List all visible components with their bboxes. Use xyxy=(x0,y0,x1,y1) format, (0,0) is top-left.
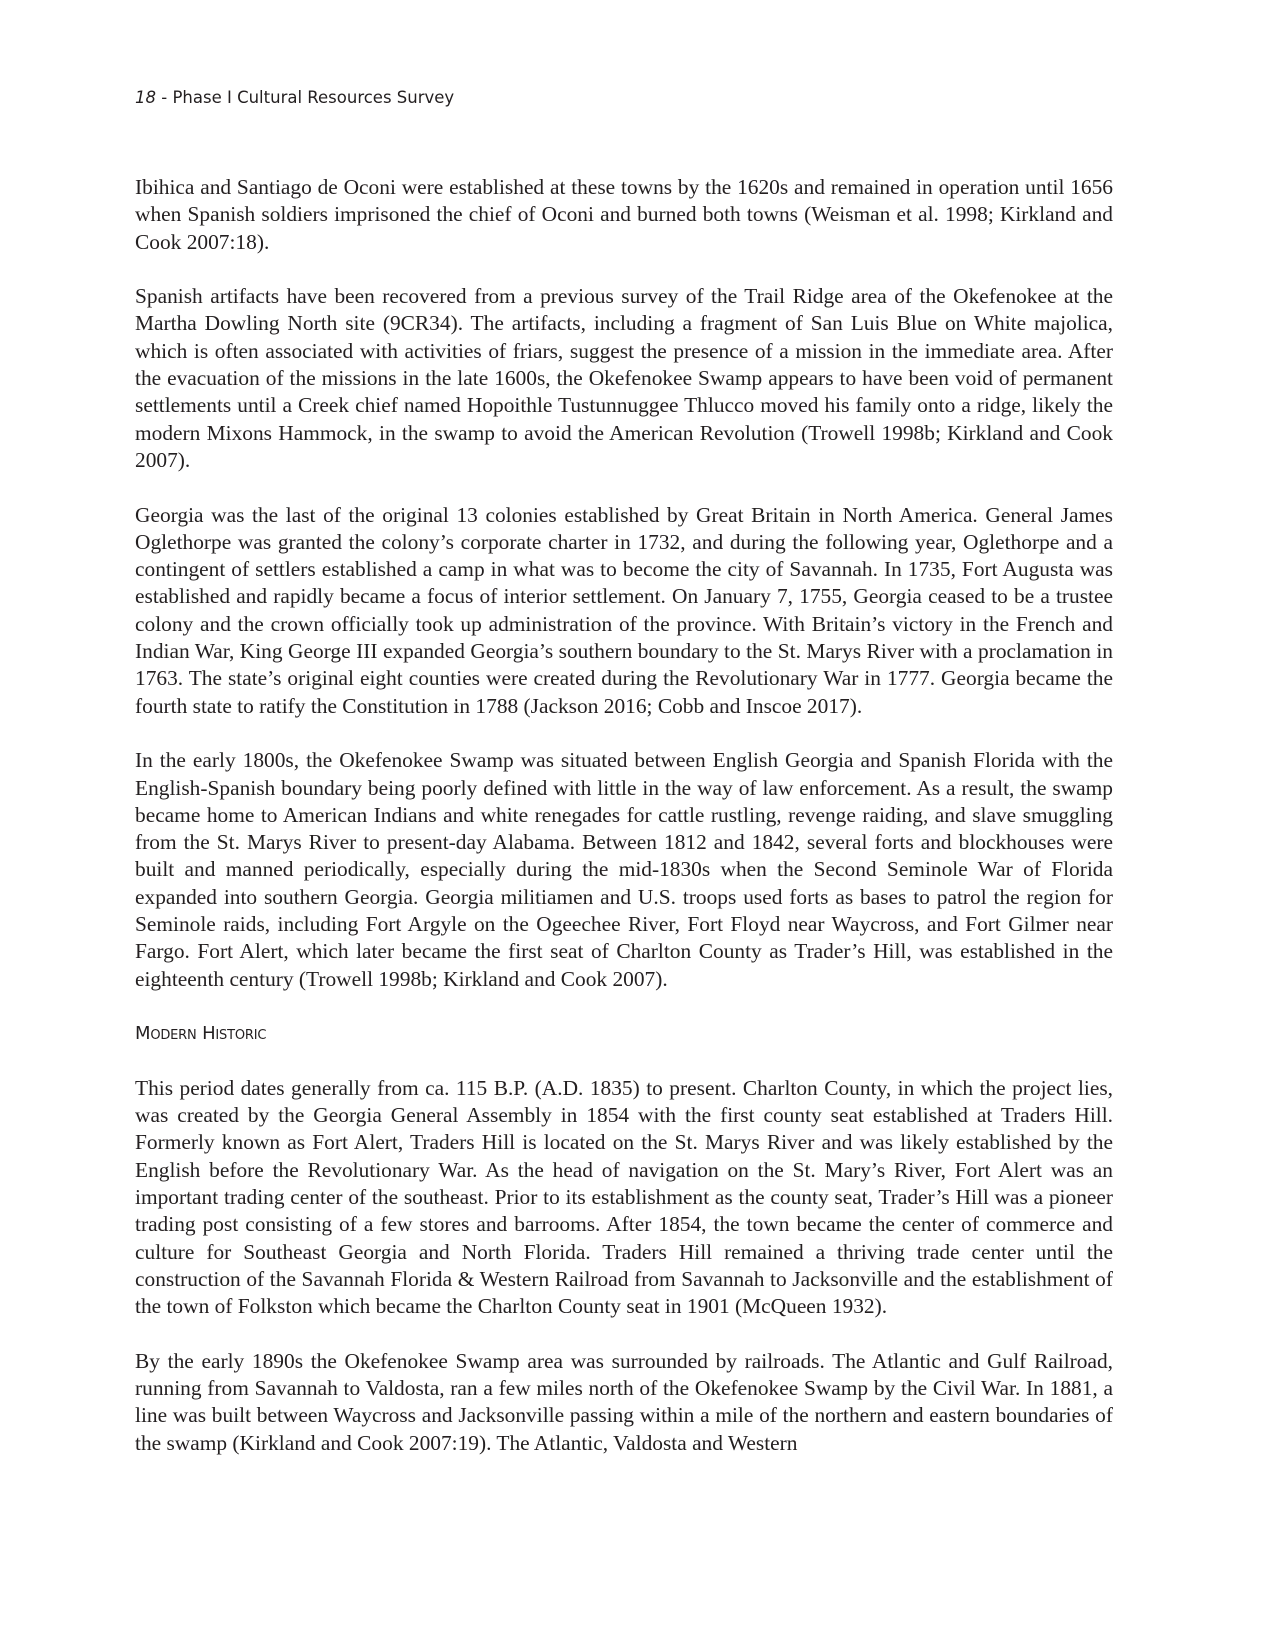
header-separator: - xyxy=(156,88,173,107)
body-paragraph: Georgia was the last of the original 13 colonies established by Great Britain in North America. General James Oglethorpe was granted the colony’s corporate charter in 1732, and during the following year, Oglethorpe and a contingent of settlers established a camp in what was to become the city of Savannah. In 1735, Fort Augusta was established and rapidly became a focus of interior settlement. On January 7, 1755, Georgia ceased to be a trustee colony and the crown officially took up administration of the province. With Britain’s victory in the French and Indian War, King George III expanded Georgia’s southern boundary to the St. Marys River with a proclamation in 1763. The state’s original eight counties were created during the Revolutionary War in 1777. Georgia became the fourth state to ratify the Constitution in 1788 (Jackson 2016; Cobb and Inscoe 2017). xyxy=(135,502,1113,718)
body-paragraph: Ibihica and Santiago de Oconi were established at these towns by the 1620s and remained in operation until 1656 when Spanish soldiers imprisoned the chief of Oconi and burned both towns (Weisman et al. 1998; Kirkland and Cook 2007:18). xyxy=(135,175,1113,254)
body-paragraph: In the early 1800s, the Okefenokee Swamp was situated between English Georgia and Spanish Florida with the English-Spanish boundary being poorly defined with little in the way of law enforcement. As a result, the swamp became home to American Indians and white renegades for cattle rustling, revenge raiding, and slave smuggling from the St. Marys River to present-day Alabama. Between 1812 and 1842, several forts and blockhouses were built and manned periodically, especially during the mid-1830s when the Second Seminole War of Florida expanded into southern Georgia. Georgia militiamen and U.S. troops used forts as bases to patrol the region for Seminole raids, including Fort Argyle on the Ogeechee River, Fort Floyd near Waycross, and Fort Gilmer near Fargo. Fort Alert, which later became the first seat of Charlton County as Trader’s Hill, was established in the eighteenth century (Trowell 1998b; Kirkland and Cook 2007). xyxy=(135,748,1113,991)
body-paragraph: Spanish artifacts have been recovered from a previous survey of the Trail Ridge area of the Okefenokee at the Martha Dowling North site (9CR34). The artifacts, including a fragment of San Luis Blue on White majolica, which is often associated with activities of friars, suggest the presence of a mission in the immediate area. After the evacuation of the missions in the late 1600s, the Okefenokee Swamp appears to have been void of permanent settlements until a Creek chief named Hopoithle Tustunnuggee Thlucco moved his family onto a ridge, likely the modern Mixons Hammock, in the swamp to avoid the American Revolution (Trowell 1998b; Kirkland and Cook 2007). xyxy=(135,284,1113,472)
section-heading: Modern Historic xyxy=(135,1023,267,1045)
running-title: Phase I Cultural Resources Survey xyxy=(172,88,455,107)
body-paragraph: By the early 1890s the Okefenokee Swamp area was surrounded by railroads. The Atlantic and Gulf Railroad, running from Savannah to Valdosta, ran a few miles north of the Okefenokee Swamp by the Civil War. In 1881, a line was built between Waycross and Jacksonville passing within a mile of the northern and eastern boundaries of the swamp (Kirkland and Cook 2007:19). The Atlantic, Valdosta and Western xyxy=(135,1348,1113,1455)
running-header xyxy=(135,88,454,107)
page-number: 18 xyxy=(135,88,156,107)
body-text xyxy=(135,174,1113,1484)
body-paragraph: This period dates generally from ca. 115 B.P. (A.D. 1835) to present. Charlton County, in which the project lies, was created by the Georgia General Assembly in 1854 with the first county seat established at Traders Hill. Formerly known as Fort Alert, Traders Hill is located on the St. Marys River and was likely established by the English before the Revolutionary War. As the head of navigation on the St. Mary’s River, Fort Alert was an important trading center of the southeast. Prior to its establishment as the county seat, Trader’s Hill was a pioneer trading post consisting of a few stores and barrooms. After 1854, the town became the center of commerce and culture for Southeast Georgia and North Florida. Traders Hill remained a thriving trade center until the construction of the Savannah Florida & Western Railroad from Savannah to Jacksonville and the establishment of the town of Folkston which became the Charlton County seat in 1901 (McQueen 1932). xyxy=(135,1075,1113,1319)
